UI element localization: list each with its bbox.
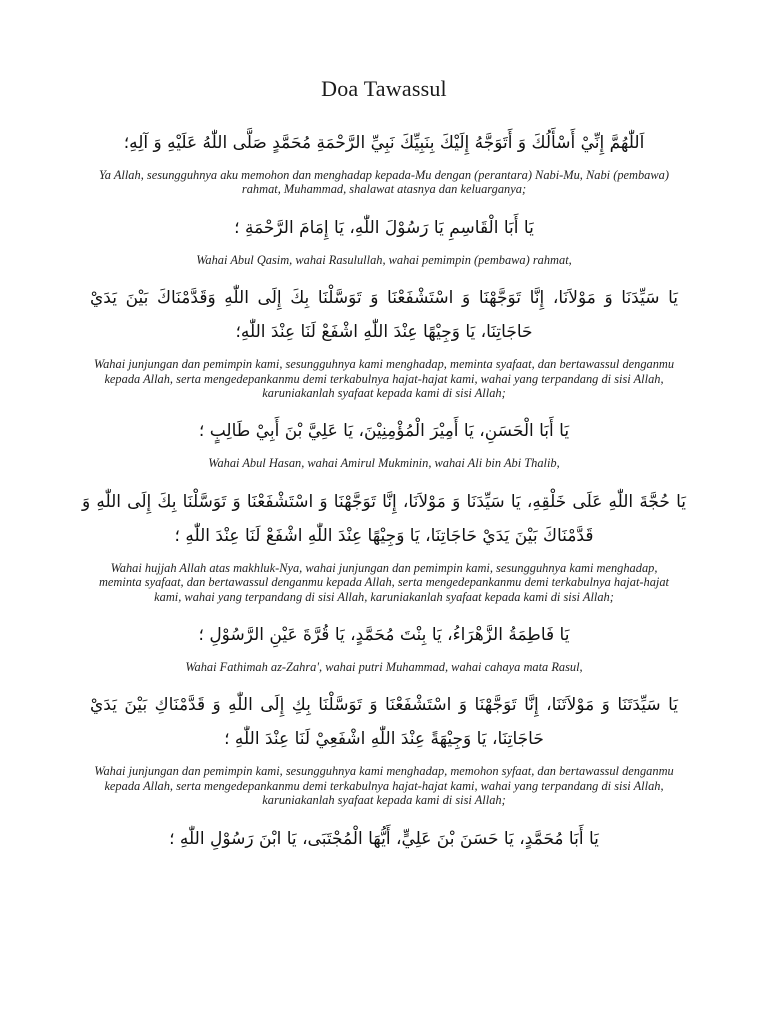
arabic-verse-1: اَللّٰهُمَّ إِنِّيْ أَسْأَلُكَ وَ أَتَوَجَّهُ إِلَيْكَ بِنَبِيِّكَ نَبِيِّ الرَّحْمَةِ مُحَمَّدٍ صَلَّى اللّٰهُ عَلَيْهِ وَ آلِهِ؛	[123, 133, 645, 153]
document-title: Doa Tawassul	[321, 76, 447, 101]
arabic-verse-5: يَا حُجَّةَ اللّٰهِ عَلَى خَلْقِهِ، يَا سَيِّدَنَا وَ مَوْلاَنَا، إِنَّا تَوَجَّهْنَا وَ اسْتَشْفَعْنَا وَ تَوَسَّلْنَا بِكَ إِلَى اللّٰهِ وَ قَدَّمْنَاكَ بَيْنَ يَدَيْ حَاجَاتِنَا، يَا وَجِيْهًا عِنْدَ اللّٰهِ اشْفَعْ لَنَا عِنْدَ اللّٰهِ ؛	[82, 491, 686, 546]
translation-6: Wahai Fathimah az-Zahra', wahai putri Muhammad, wahai cahaya mata Rasul,	[185, 660, 583, 675]
arabic-verse-3: يَا سَيِّدَنَا وَ مَوْلاَنَا، إِنَّا تَوَجَّهْنَا وَ اسْتَشْفَعْنَا وَ تَوَسَّلْنَا بِكَ إِلَى اللّٰهِ وَقَدَّمْنَاكَ بَيْنَ يَدَيْ حَاجَاتِنَا، يَا وَجِيْهًا عِنْدَ اللّٰهِ اشْفَعْ لَنَا عِنْدَ اللّٰهِ؛	[90, 288, 678, 343]
translation-7: Wahai junjungan dan pemimpin kami, sesungguhnya kami menghadap, memohon syfaat, dan bertawassul denganmu kepada Allah, serta mengedepankanmu demi terkabulnya hajat-hajat kami, wahai yang terpandang di sisi Allah, karuniakanlah syafaat kepada kami di sisi Allah;	[94, 764, 674, 808]
translation-5: Wahai hujjah Allah atas makhluk-Nya, wahai junjungan dan pemimpin kami, sesungguhnya kami menghadap, meminta syafaat, dan bertawassul denganmu kepada Allah, serta mengedepankanmu demi terkabulnya hajat-hajat kami, wahai yang terpandang di sisi Allah, karuniakanlah syafaat kepada kami di sisi Allah;	[98, 560, 669, 604]
arabic-verse-6: يَا فَاطِمَةُ الزَّهْرَاءُ، يَا بِنْتَ مُحَمَّدٍ، يَا قُرَّةَ عَيْنِ الرَّسُوْلِ ؛	[198, 625, 570, 646]
arabic-verse-7: يَا سَيِّدَتَنَا وَ مَوْلاَتَنَا، إِنَّا تَوَجَّهْنَا وَ اسْتَشْفَعْنَا وَ تَوَسَّلْنَا بِكِ إِلَى اللّٰهِ وَ قَدَّمْنَاكِ بَيْنَ يَدَيْ حَاجَاتِنَا، يَا وَجِيْهَةً عِنْدَ اللّٰهِ اشْفَعِيْ لَنَا عِنْدَ اللّٰهِ ؛	[90, 695, 678, 750]
translation-2: Wahai Abul Qasim, wahai Rasulullah, wahai pemimpin (pembawa) rahmat,	[196, 252, 572, 267]
translation-4: Wahai Abul Hasan, wahai Amirul Mukminin, wahai Ali bin Abi Thalib,	[208, 456, 560, 471]
arabic-verse-2: يَا أَبَا الْقَاسِمِ يَا رَسُوْلَ اللّٰهِ، يَا إِمَامَ الرَّحْمَةِ ؛	[234, 217, 534, 238]
arabic-verse-4: يَا أَبَا الْحَسَنِ، يَا أَمِيْرَ الْمُؤْمِنِيْنَ، يَا عَلِيَّ بْنَ أَبِيْ طَالِبٍ ؛	[198, 421, 570, 442]
translation-1: Ya Allah, sesungguhnya aku memohon dan menghadap kepada-Mu dengan (perantara) Nabi-Mu, Nabi (pembawa) rahmat, Muhammad, shalawat atasnya dan keluarganya;	[99, 168, 669, 197]
translation-3: Wahai junjungan dan pemimpin kami, sesungguhnya kami menghadap, meminta syafaat, dan bertawassul denganmu kepada Allah, serta mengedepankanmu demi terkabulnya hajat-hajat kami, wahai yang terpandang di sisi Allah, karuniakanlah syafaat kepada kami di sisi Allah;	[93, 357, 675, 401]
arabic-verse-8: يَا أَبَا مُحَمَّدٍ، يَا حَسَنَ بْنَ عَلِيٍّ، أَيُّهَا الْمُجْتَبَى، يَا ابْنَ رَسُوْلِ اللّٰهِ ؛	[169, 828, 599, 849]
